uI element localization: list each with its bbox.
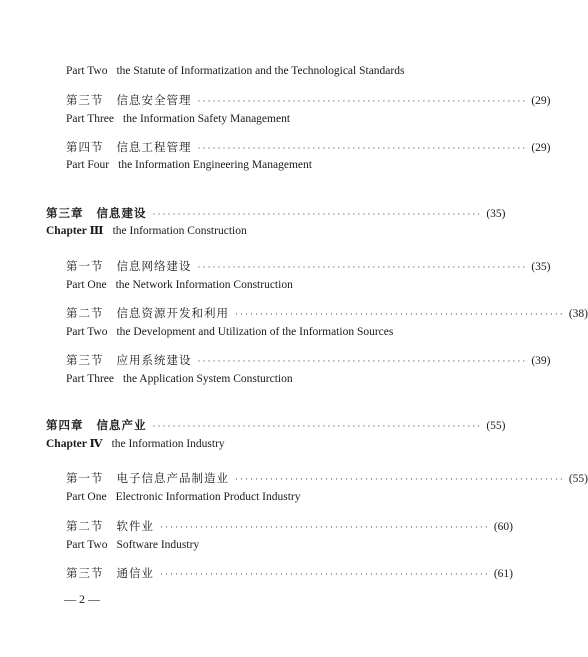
section-title: 应用系统建设: [116, 355, 192, 367]
page-reference: (55): [568, 473, 588, 485]
toc-entry-en: [66, 490, 436, 504]
page-reference: (39): [531, 355, 551, 367]
leader-dots: ··································································: [197, 262, 528, 272]
part-label: Part Two: [66, 65, 108, 77]
part-title: the Information Safety Management: [123, 113, 291, 125]
section-number: 第三节: [66, 95, 104, 107]
part-title: the Statute of Informatization and the Technological Standards: [116, 65, 405, 77]
toc-entry-cn: [66, 567, 513, 581]
section-title: 通信业: [116, 568, 154, 580]
chapter-english-title: the Information Industry: [111, 438, 225, 450]
part-title: Software Industry: [116, 539, 200, 551]
page-reference: (29): [531, 142, 551, 154]
chapter-title: 信息产业: [96, 420, 147, 432]
part-title: the Information Engineering Management: [118, 159, 312, 171]
section-title: 信息安全管理: [116, 95, 192, 107]
toc-entry-cn: [66, 141, 551, 155]
toc-chapter-cn: [46, 419, 506, 433]
section-number: 第二节: [66, 308, 104, 320]
toc-entry-en: [66, 372, 436, 386]
page-reference: (29): [531, 95, 551, 107]
chapter-label: Chapter Ⅳ: [46, 438, 103, 450]
section-number: 第一节: [66, 261, 104, 273]
leader-dots: ··································································: [160, 522, 490, 532]
toc-entry-en: [66, 278, 436, 292]
toc-entry-cn: [66, 260, 551, 274]
page-number: — 2 —: [64, 592, 100, 606]
toc-entry-en: [66, 64, 436, 78]
section-number: 第三节: [66, 355, 104, 367]
page-reference: (35): [531, 261, 551, 273]
toc-entry-cn: [66, 94, 551, 108]
page-reference: (60): [493, 521, 513, 533]
part-label: Part One: [66, 279, 107, 291]
toc-chapter-en: [46, 224, 436, 238]
part-label: Part Three: [66, 373, 115, 385]
chapter-number: 第三章: [46, 208, 84, 220]
section-title: 信息资源开发和利用: [116, 308, 229, 320]
part-title: the Network Information Construction: [115, 279, 293, 291]
section-title: 电子信息产品制造业: [116, 473, 229, 485]
toc-entry-cn: [66, 307, 588, 321]
leader-dots: ··································································: [235, 474, 565, 484]
part-title: Electronic Information Product Industry: [115, 491, 301, 503]
page-reference: (55): [486, 420, 506, 432]
toc-entry-cn: [66, 472, 588, 486]
toc-entry-en: [66, 538, 436, 552]
leader-dots: ··································································: [152, 421, 483, 431]
part-label: Part One: [66, 491, 107, 503]
part-label: Part Two: [66, 326, 108, 338]
leader-dots: ··································································: [197, 356, 528, 366]
section-number: 第一节: [66, 473, 104, 485]
chapter-english-title: the Information Construction: [112, 225, 247, 237]
toc-entry-en: [66, 158, 436, 172]
leader-dots: ··································································: [197, 96, 528, 106]
toc-entry-en: [66, 325, 436, 339]
part-title: the Application System Consturction: [123, 373, 293, 385]
section-number: 第四节: [66, 142, 104, 154]
toc-entry-en: [66, 112, 436, 126]
leader-dots: ··································································: [235, 309, 565, 319]
section-title: 信息网络建设: [116, 261, 192, 273]
toc-entry-cn: [66, 520, 513, 534]
page-reference: (61): [493, 568, 513, 580]
chapter-label: Chapter Ⅲ: [46, 225, 104, 237]
leader-dots: ··································································: [160, 569, 490, 579]
toc-chapter-en: [46, 437, 436, 451]
section-number: 第二节: [66, 521, 104, 533]
page-reference: (35): [486, 208, 506, 220]
part-label: Part Four: [66, 159, 110, 171]
part-label: Part Three: [66, 113, 115, 125]
leader-dots: ··································································: [152, 209, 483, 219]
part-label: Part Two: [66, 539, 108, 551]
chapter-number: 第四章: [46, 420, 84, 432]
part-title: the Development and Utilization of the Information Sources: [116, 326, 394, 338]
chapter-title: 信息建设: [96, 208, 147, 220]
section-title: 软件业: [116, 521, 154, 533]
section-number: 第三节: [66, 568, 104, 580]
page-reference: (38): [568, 308, 588, 320]
toc-chapter-cn: [46, 207, 506, 221]
toc-entry-cn: [66, 354, 551, 368]
leader-dots: ··································································: [197, 143, 528, 153]
section-title: 信息工程管理: [116, 142, 192, 154]
